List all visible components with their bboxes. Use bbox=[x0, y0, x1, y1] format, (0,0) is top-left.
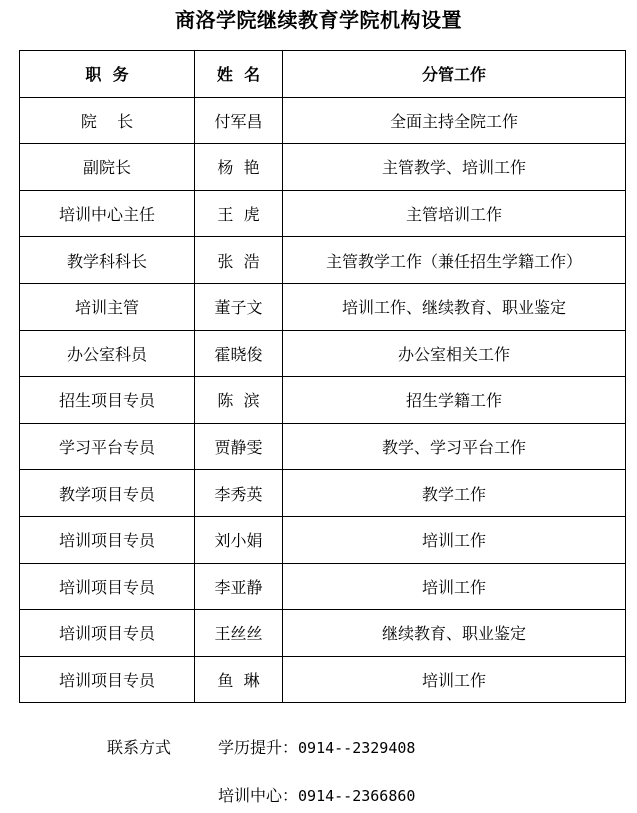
cell-duty: 主管教学工作（兼任招生学籍工作） bbox=[283, 237, 626, 284]
cell-position: 教学项目专员 bbox=[20, 470, 195, 517]
cell-name: 杨 艳 bbox=[195, 144, 283, 191]
cell-name: 王丝丝 bbox=[195, 610, 283, 657]
cell-position: 院 长 bbox=[20, 97, 195, 144]
cell-position: 教学科科长 bbox=[20, 237, 195, 284]
table-body bbox=[20, 97, 626, 703]
cell-duty: 继续教育、职业鉴定 bbox=[283, 610, 626, 657]
table-row bbox=[20, 423, 626, 470]
table-row bbox=[20, 97, 626, 144]
cell-position: 培训项目专员 bbox=[20, 563, 195, 610]
cell-name: 付军昌 bbox=[195, 97, 283, 144]
cell-name: 鱼 琳 bbox=[195, 656, 283, 703]
column-header-duty: 分管工作 bbox=[283, 51, 626, 98]
cell-name: 张 浩 bbox=[195, 237, 283, 284]
cell-duty: 办公室相关工作 bbox=[283, 330, 626, 377]
contact-line bbox=[218, 786, 415, 806]
contact-line bbox=[218, 738, 415, 758]
table-row bbox=[20, 190, 626, 237]
contact-label: 联系方式 bbox=[107, 738, 172, 757]
cell-duty: 主管教学、培训工作 bbox=[283, 144, 626, 191]
cell-duty: 教学、学习平台工作 bbox=[283, 423, 626, 470]
cell-name: 陈 滨 bbox=[195, 377, 283, 424]
column-header-name: 姓 名 bbox=[195, 51, 283, 98]
table-row bbox=[20, 377, 626, 424]
cell-position: 培训中心主任 bbox=[20, 190, 195, 237]
staff-table bbox=[19, 50, 626, 703]
cell-position: 招生项目专员 bbox=[20, 377, 195, 424]
table-row bbox=[20, 656, 626, 703]
cell-position: 学习平台专员 bbox=[20, 423, 195, 470]
cell-name: 霍晓俊 bbox=[195, 330, 283, 377]
table-row bbox=[20, 144, 626, 191]
cell-name: 李亚静 bbox=[195, 563, 283, 610]
cell-name: 王 虎 bbox=[195, 190, 283, 237]
contact-line-phone: 0914--2329408 bbox=[298, 739, 416, 757]
cell-name: 刘小娟 bbox=[195, 516, 283, 563]
cell-duty: 培训工作、继续教育、职业鉴定 bbox=[283, 283, 626, 330]
cell-duty: 主管培训工作 bbox=[283, 190, 626, 237]
cell-position: 培训项目专员 bbox=[20, 516, 195, 563]
cell-position: 办公室科员 bbox=[20, 330, 195, 377]
table-row bbox=[20, 330, 626, 377]
cell-name: 董子文 bbox=[195, 283, 283, 330]
table-row bbox=[20, 516, 626, 563]
cell-duty: 全面主持全院工作 bbox=[283, 97, 626, 144]
cell-position: 副院长 bbox=[20, 144, 195, 191]
cell-duty: 培训工作 bbox=[283, 516, 626, 563]
contact-line-name: 学历提升： bbox=[218, 738, 299, 757]
cell-position: 培训主管 bbox=[20, 283, 195, 330]
table-row bbox=[20, 563, 626, 610]
column-header-position: 职 务 bbox=[20, 51, 195, 98]
contact-line-phone: 0914--2366860 bbox=[298, 787, 416, 805]
table-row bbox=[20, 237, 626, 284]
cell-duty: 培训工作 bbox=[283, 656, 626, 703]
table-header-row bbox=[20, 51, 626, 98]
cell-duty: 培训工作 bbox=[283, 563, 626, 610]
cell-duty: 教学工作 bbox=[283, 470, 626, 517]
cell-name: 贾静雯 bbox=[195, 423, 283, 470]
table-row bbox=[20, 470, 626, 517]
page-title: 商洛学院继续教育学院机构设置 bbox=[175, 8, 462, 32]
table-row bbox=[20, 283, 626, 330]
cell-position: 培训项目专员 bbox=[20, 656, 195, 703]
cell-name: 李秀英 bbox=[195, 470, 283, 517]
table-row bbox=[20, 610, 626, 657]
cell-duty: 招生学籍工作 bbox=[283, 377, 626, 424]
cell-position: 培训项目专员 bbox=[20, 610, 195, 657]
contact-line-name: 培训中心： bbox=[218, 786, 299, 805]
